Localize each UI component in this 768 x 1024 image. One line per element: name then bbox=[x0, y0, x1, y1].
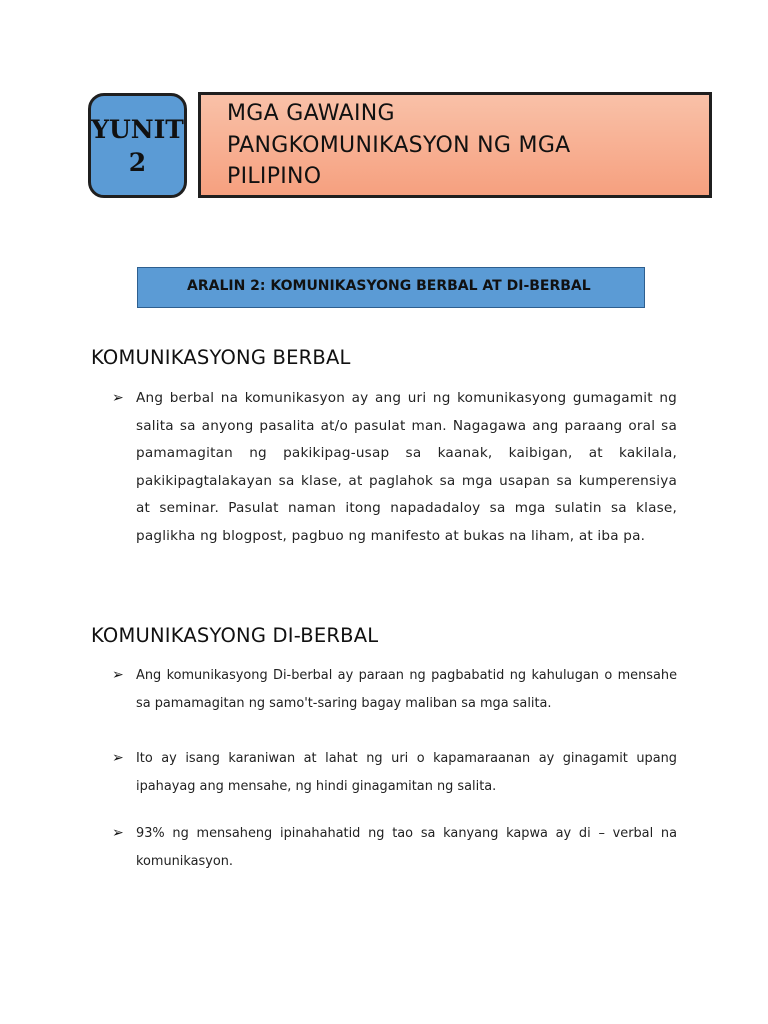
bullet-text: 93% ng mensaheng ipinahahatid ng tao sa kanyang kapwa ay di – verbal na komunikasyon. bbox=[136, 826, 677, 869]
arrowhead-bullet-icon: ➢ bbox=[112, 825, 124, 841]
bullet-berbal-1 bbox=[112, 385, 677, 550]
title-line-2: PANGKOMUNIKASYON NG MGA bbox=[227, 132, 571, 158]
unit-word: YUNIT bbox=[91, 114, 184, 144]
unit-badge bbox=[88, 93, 187, 198]
arrowhead-bullet-icon: ➢ bbox=[112, 667, 124, 683]
arrowhead-bullet-icon: ➢ bbox=[112, 390, 124, 406]
section-heading-berbal: KOMUNIKASYONG BERBAL bbox=[91, 346, 351, 369]
bullet-text: Ang berbal na komunikasyon ay ang uri ng komunikasyong gumagamit ng salita sa anyong pasalita at/o pasulat man. Nagagawa ang paraang oral sa pamamagitan ng pakikipag-usap sa kaanak, kaibigan, at kakilala, pakikipagtalakayan sa klase, at paglahok sa mga usapan sa kumperensiya at seminar. Pasulat naman itong napadadaloy sa mga sulatin sa klase, paglikha ng blogpost, pagbuo ng manifesto at bukas na liham, at iba pa. bbox=[136, 390, 677, 544]
bullet-text: Ang komunikasyong Di-berbal ay paraan ng pagbabatid ng kahulugan o mensahe sa pamamagitan ng samo't-saring bagay maliban sa mga salita. bbox=[136, 668, 677, 711]
lesson-banner: ARALIN 2: KOMUNIKASYONG BERBAL AT DI-BERBAL bbox=[137, 267, 645, 308]
bullet-text: Ito ay isang karaniwan at lahat ng uri o kapamaraanan ay ginagamit upang ipahayag ang mensahe, ng hindi ginagamitan ng salita. bbox=[136, 751, 677, 794]
title-line-3: PILIPINO bbox=[227, 164, 322, 189]
arrowhead-bullet-icon: ➢ bbox=[112, 750, 124, 766]
bullet-di-berbal-1 bbox=[112, 662, 677, 717]
unit-number: 2 bbox=[128, 147, 147, 177]
title-line-1: MGA GAWAING bbox=[227, 101, 395, 126]
title-box bbox=[198, 92, 712, 198]
section-heading-di-berbal: KOMUNIKASYONG DI-BERBAL bbox=[91, 624, 379, 647]
bullet-di-berbal-3 bbox=[112, 820, 677, 875]
bullet-di-berbal-2 bbox=[112, 745, 677, 800]
